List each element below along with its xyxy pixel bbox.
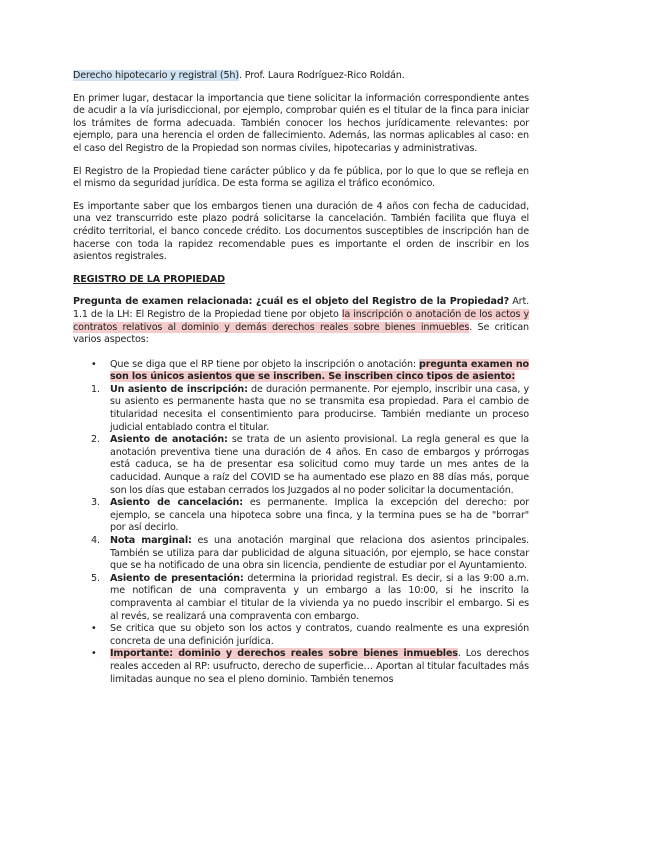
bullet-list (73, 359, 529, 686)
professor: . Prof. Laura Rodríguez-Rico Roldán. (238, 70, 405, 81)
paragraph-public: El Registro de la Propiedad tiene carácter público y da fe pública, por lo que lo que se refleja en el mismo da seguridad jurídica. De esta forma se agiliza el tráfico económico. (73, 165, 529, 190)
item-number: 2. (91, 434, 100, 446)
bullet-icon: • (91, 358, 97, 370)
item-text: se trata de un asiento provisional. La regla general es que la anotación preventiva tiene una duración de 4 años. En caso de embargos y prórrogas está caduca, se ha de presentar esa solicitud como muy tarde un mes antes de la caducidad. Aunque a raíz del COVID se ha aumentado ese plazo en 88 días más, porque son los días que estaban cerrados los Juzgados al no poder solicitar la documentación. (110, 434, 529, 496)
list-item (73, 497, 529, 535)
item-number: 1. (91, 383, 100, 395)
item-term: Un asiento de inscripción: (110, 383, 248, 395)
list-item (73, 384, 529, 434)
exam-question (73, 296, 529, 346)
paragraph-intro: En primer lugar, destacar la importancia que tiene solicitar la información correspondiente antes de acudir a la vía jurisdiccional, por ejemplo, comprobar quién es el titular de la finca para iniciar los trámites de forma adecuada. También conocer los hechos jurídicamente relevantes: por ejemplo, para una herencia el orden de fallecimiento. Además, las normas aplicables al caso: en el caso del Registro de la Propiedad son normas civiles, hipotecarias y administrativas. (73, 92, 529, 154)
item-highlight: pregunta examen no son los únicos asientos que se inscriben. Se inscriben cinco tipos de asiento: (110, 358, 529, 383)
item-term: Asiento de presentación: (110, 572, 244, 584)
item-term: Asiento de cancelación: (110, 497, 243, 509)
item-text: . Los derechos reales acceden al RP: usufructo, derecho de superficie… Aportan al titular facultades más limitadas aunque no sea el pleno dominio. También tenemos (110, 648, 529, 685)
list-item (73, 359, 529, 384)
question-text: Art. 1.1 de la LH: El Registro de la Propiedad tiene por objeto (73, 296, 529, 320)
bullet-icon: • (91, 623, 97, 635)
document-page (73, 70, 529, 686)
item-text: Se critica que su objeto son los actos y contratos, cuando realmente es una expresión concreta de una definición jurídica. (110, 623, 529, 647)
item-text: Que se diga que el RP tiene por objeto la inscripción o anotación: (110, 358, 420, 370)
item-highlight: Importante: dominio y derechos reales sobre bienes inmuebles (110, 648, 458, 660)
list-item (73, 434, 529, 497)
item-term: Asiento de anotación: (110, 434, 228, 446)
course-name: Derecho hipotecario y registral (5h) (73, 70, 239, 81)
bullet-icon: • (91, 648, 97, 660)
item-number: 4. (91, 535, 100, 546)
item-text: es una anotación marginal que relaciona dos asientos principales. También se utiliza para dar publicidad de alguna situación, por ejemplo, se hace constar que se ha notificado de una obra sin licencia, pendiente de estudiar por el Ayuntamiento. (110, 535, 529, 572)
document-title (73, 70, 529, 83)
question-highlight: la inscripción o anotación de los actos y contratos relativos al dominio y demás derechos reales sobre bienes inmuebles (73, 308, 529, 333)
list-item (73, 648, 529, 686)
question-tail: . Se critican varios aspectos: (73, 321, 529, 346)
section-heading: REGISTRO DE LA PROPIEDAD (73, 273, 225, 285)
list-item (73, 623, 529, 648)
paragraph-embargos: Es importante saber que los embargos tienen una duración de 4 años con fecha de caducidad, una vez transcurrido este plazo podrá solicitarse la cancelación. También facilita que fluya el crédito territorial, el banco concede crédito. Los documentos susceptibles de inscripción han de hacerse con toda la rapidez recomendable pues es importante el orden de inscribir en los asientos registrales. (73, 200, 529, 263)
item-term: Nota marginal: (110, 535, 192, 546)
item-number: 5. (91, 572, 100, 584)
question-label: Pregunta de examen relacionada: ¿cuál es el objeto del Registro de la Propiedad? (73, 296, 509, 308)
list-item (73, 535, 529, 573)
item-text: de duración permanente. Por ejemplo, inscribir una casa, y su asiento es permanente hasta que no se transmita esa propiedad. Para el cambio de titularidad necesita el consentimiento para producirse. También mediante un proceso judicial entablado contra el titular. (110, 383, 529, 433)
item-text: es permanente. Implica la excepción del derecho: por ejemplo, se cancela una hipoteca sobre una finca, y la termina pues se ha de "borrar" por así decirlo. (110, 497, 529, 534)
list-item (73, 573, 529, 623)
item-text: determina la prioridad registral. Es decir, si a las 9:00 a.m. me notifican de una compraventa y un embargo a las 10:00, si he inscrito la compraventa al cambiar el titular de la vivienda ya no puedo inscribir el embargo. Si es al revés, se realizará una compraventa con embargo. (110, 572, 529, 622)
item-number: 3. (91, 497, 100, 509)
